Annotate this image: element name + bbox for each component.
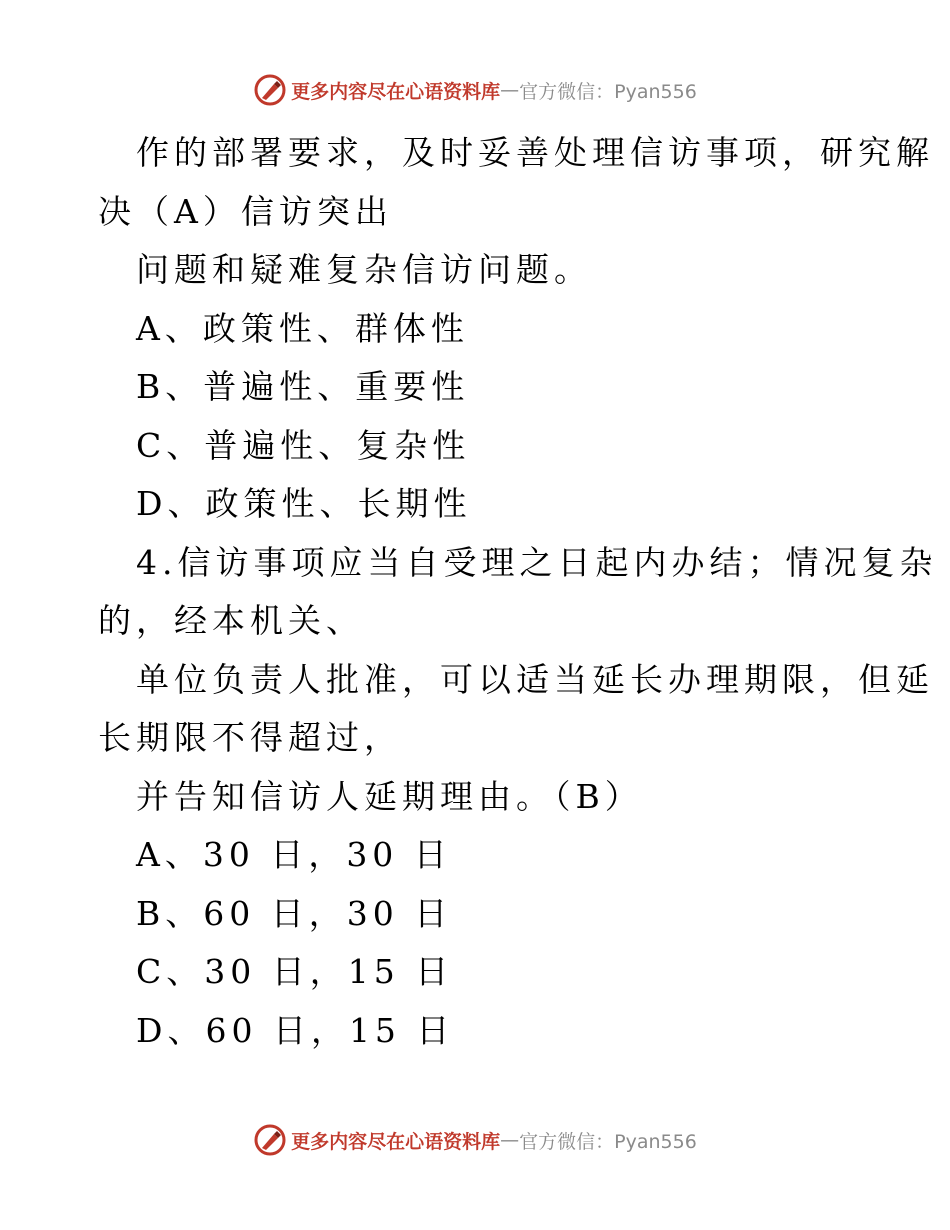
text-line: 问题和疑难复杂信访问题。 [136, 250, 592, 289]
option-line: A、30 日，30 日 [136, 835, 452, 874]
logo-pen-icon [253, 73, 287, 107]
banner-dash: — [500, 79, 520, 101]
logo-pen-icon [253, 1123, 287, 1157]
option-line: C、普遍性、复杂性 [136, 425, 471, 465]
banner-site-text: 更多内容尽在心语资料库 [291, 80, 501, 103]
document-body [98, 124, 938, 1060]
option-line: C、30 日，15 日 [136, 952, 454, 991]
banner-wechat-text: 官方微信：Pyan556 [519, 80, 697, 103]
option-line: A、政策性、群体性 [136, 308, 469, 348]
option-line: B、普遍性、重要性 [136, 367, 470, 406]
text-line: 并告知信访人延期理由。（B） [136, 776, 643, 816]
text-line: 单位负责人批准，可以适当延长办理期限，但延 [136, 659, 934, 699]
footer-watermark-banner [0, 1120, 950, 1160]
option-line: D、60 日，15 日 [136, 1010, 455, 1050]
option-line: B、60 日，30 日 [136, 893, 453, 933]
banner-wechat-text: 官方微信：Pyan556 [519, 1130, 697, 1153]
text-line: 决（A）信访突出 [98, 191, 393, 231]
question-line: 4.信访事项应当自受理之日起内办结；情况复杂 [136, 542, 938, 582]
text-line: 长期限不得超过， [98, 718, 402, 757]
banner-dash: — [500, 1129, 520, 1151]
text-line: 的，经本机关、 [98, 601, 364, 640]
option-line: D、政策性、长期性 [136, 484, 472, 523]
text-line: 作的部署要求，及时妥善处理信访事项，研究解 [136, 133, 934, 172]
header-watermark-banner [0, 70, 950, 110]
banner-site-text: 更多内容尽在心语资料库 [291, 1130, 501, 1153]
